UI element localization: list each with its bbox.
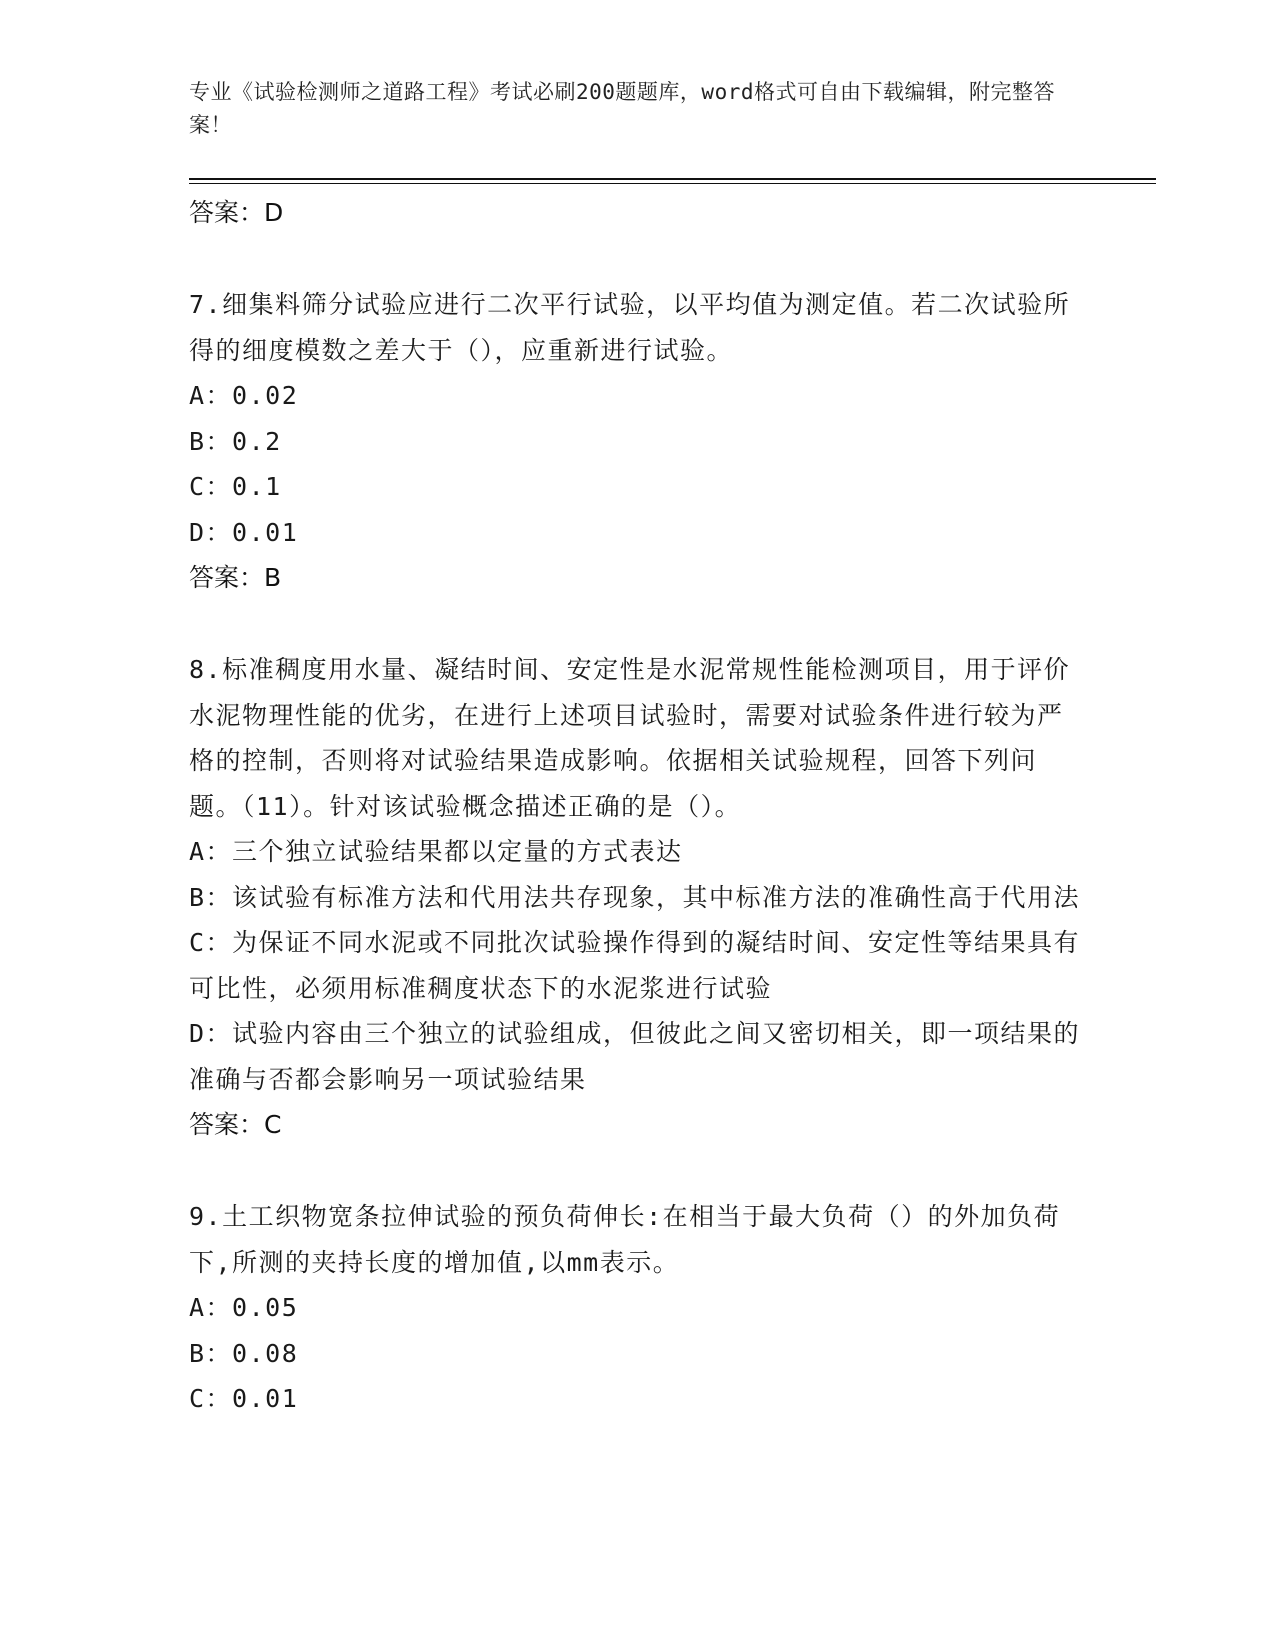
option-c: C：0.01 xyxy=(189,1384,299,1413)
previous-answer: 答案：D xyxy=(189,198,284,227)
question-7 xyxy=(189,282,1089,600)
question-stem: 8.标准稠度用水量、凝结时间、安定性是水泥常规性能检测项目，用于评价水泥物理性能的优劣，在进行上述项目试验时，需要对试验条件进行较为严格的控制，否则将对试验结果造成影响。依据相关试验规程，回答下列问题。（11）。针对该试验概念描述正确的是（）。 xyxy=(189,655,1071,821)
answer-line: 答案：C xyxy=(189,1110,282,1139)
option-b: B：0.08 xyxy=(189,1338,299,1368)
option-a: A：0.05 xyxy=(189,1293,299,1322)
option-b: B：该试验有标准方法和代用法共存现象，其中标准方法的准确性高于代用法 xyxy=(189,882,1081,912)
option-b: B：0.2 xyxy=(189,426,282,456)
option-a: A：三个独立试验结果都以定量的方式表达 xyxy=(189,837,683,866)
spacer xyxy=(189,1147,1089,1194)
header-divider-thin xyxy=(189,183,1156,184)
question-stem: 7.细集料筛分试验应进行二次平行试验，以平均值为测定值。若二次试验所得的细度模数之差大于（），应重新进行试验。 xyxy=(189,290,1071,365)
option-d: D：0.01 xyxy=(189,517,299,547)
question-stem: 9.土工织物宽条拉伸试验的预负荷伸长:在相当于最大负荷（）的外加负荷下,所测的夹持长度的增加值,以mm表示。 xyxy=(189,1202,1061,1277)
document-header: 专业《试验检测师之道路工程》考试必刷200题题库，word格式可自由下载编辑，附完整答案！ xyxy=(189,80,1055,137)
option-d: D：试验内容由三个独立的试验组成，但彼此之间又密切相关，即一项结果的准确与否都会影响另一项试验结果 xyxy=(189,1019,1081,1094)
answer-line: 答案：B xyxy=(189,563,282,592)
spacer xyxy=(189,600,1089,647)
option-c: C：0.1 xyxy=(189,472,282,501)
question-list xyxy=(189,190,1089,1422)
question-9 xyxy=(189,1194,1089,1422)
header-divider xyxy=(189,178,1156,180)
question-8 xyxy=(189,647,1089,1147)
option-a: A：0.02 xyxy=(189,381,299,410)
spacer xyxy=(189,235,1089,282)
option-c: C：为保证不同水泥或不同批次试验操作得到的凝结时间、安定性等结果具有可比性，必须用标准稠度状态下的水泥浆进行试验 xyxy=(189,928,1081,1003)
